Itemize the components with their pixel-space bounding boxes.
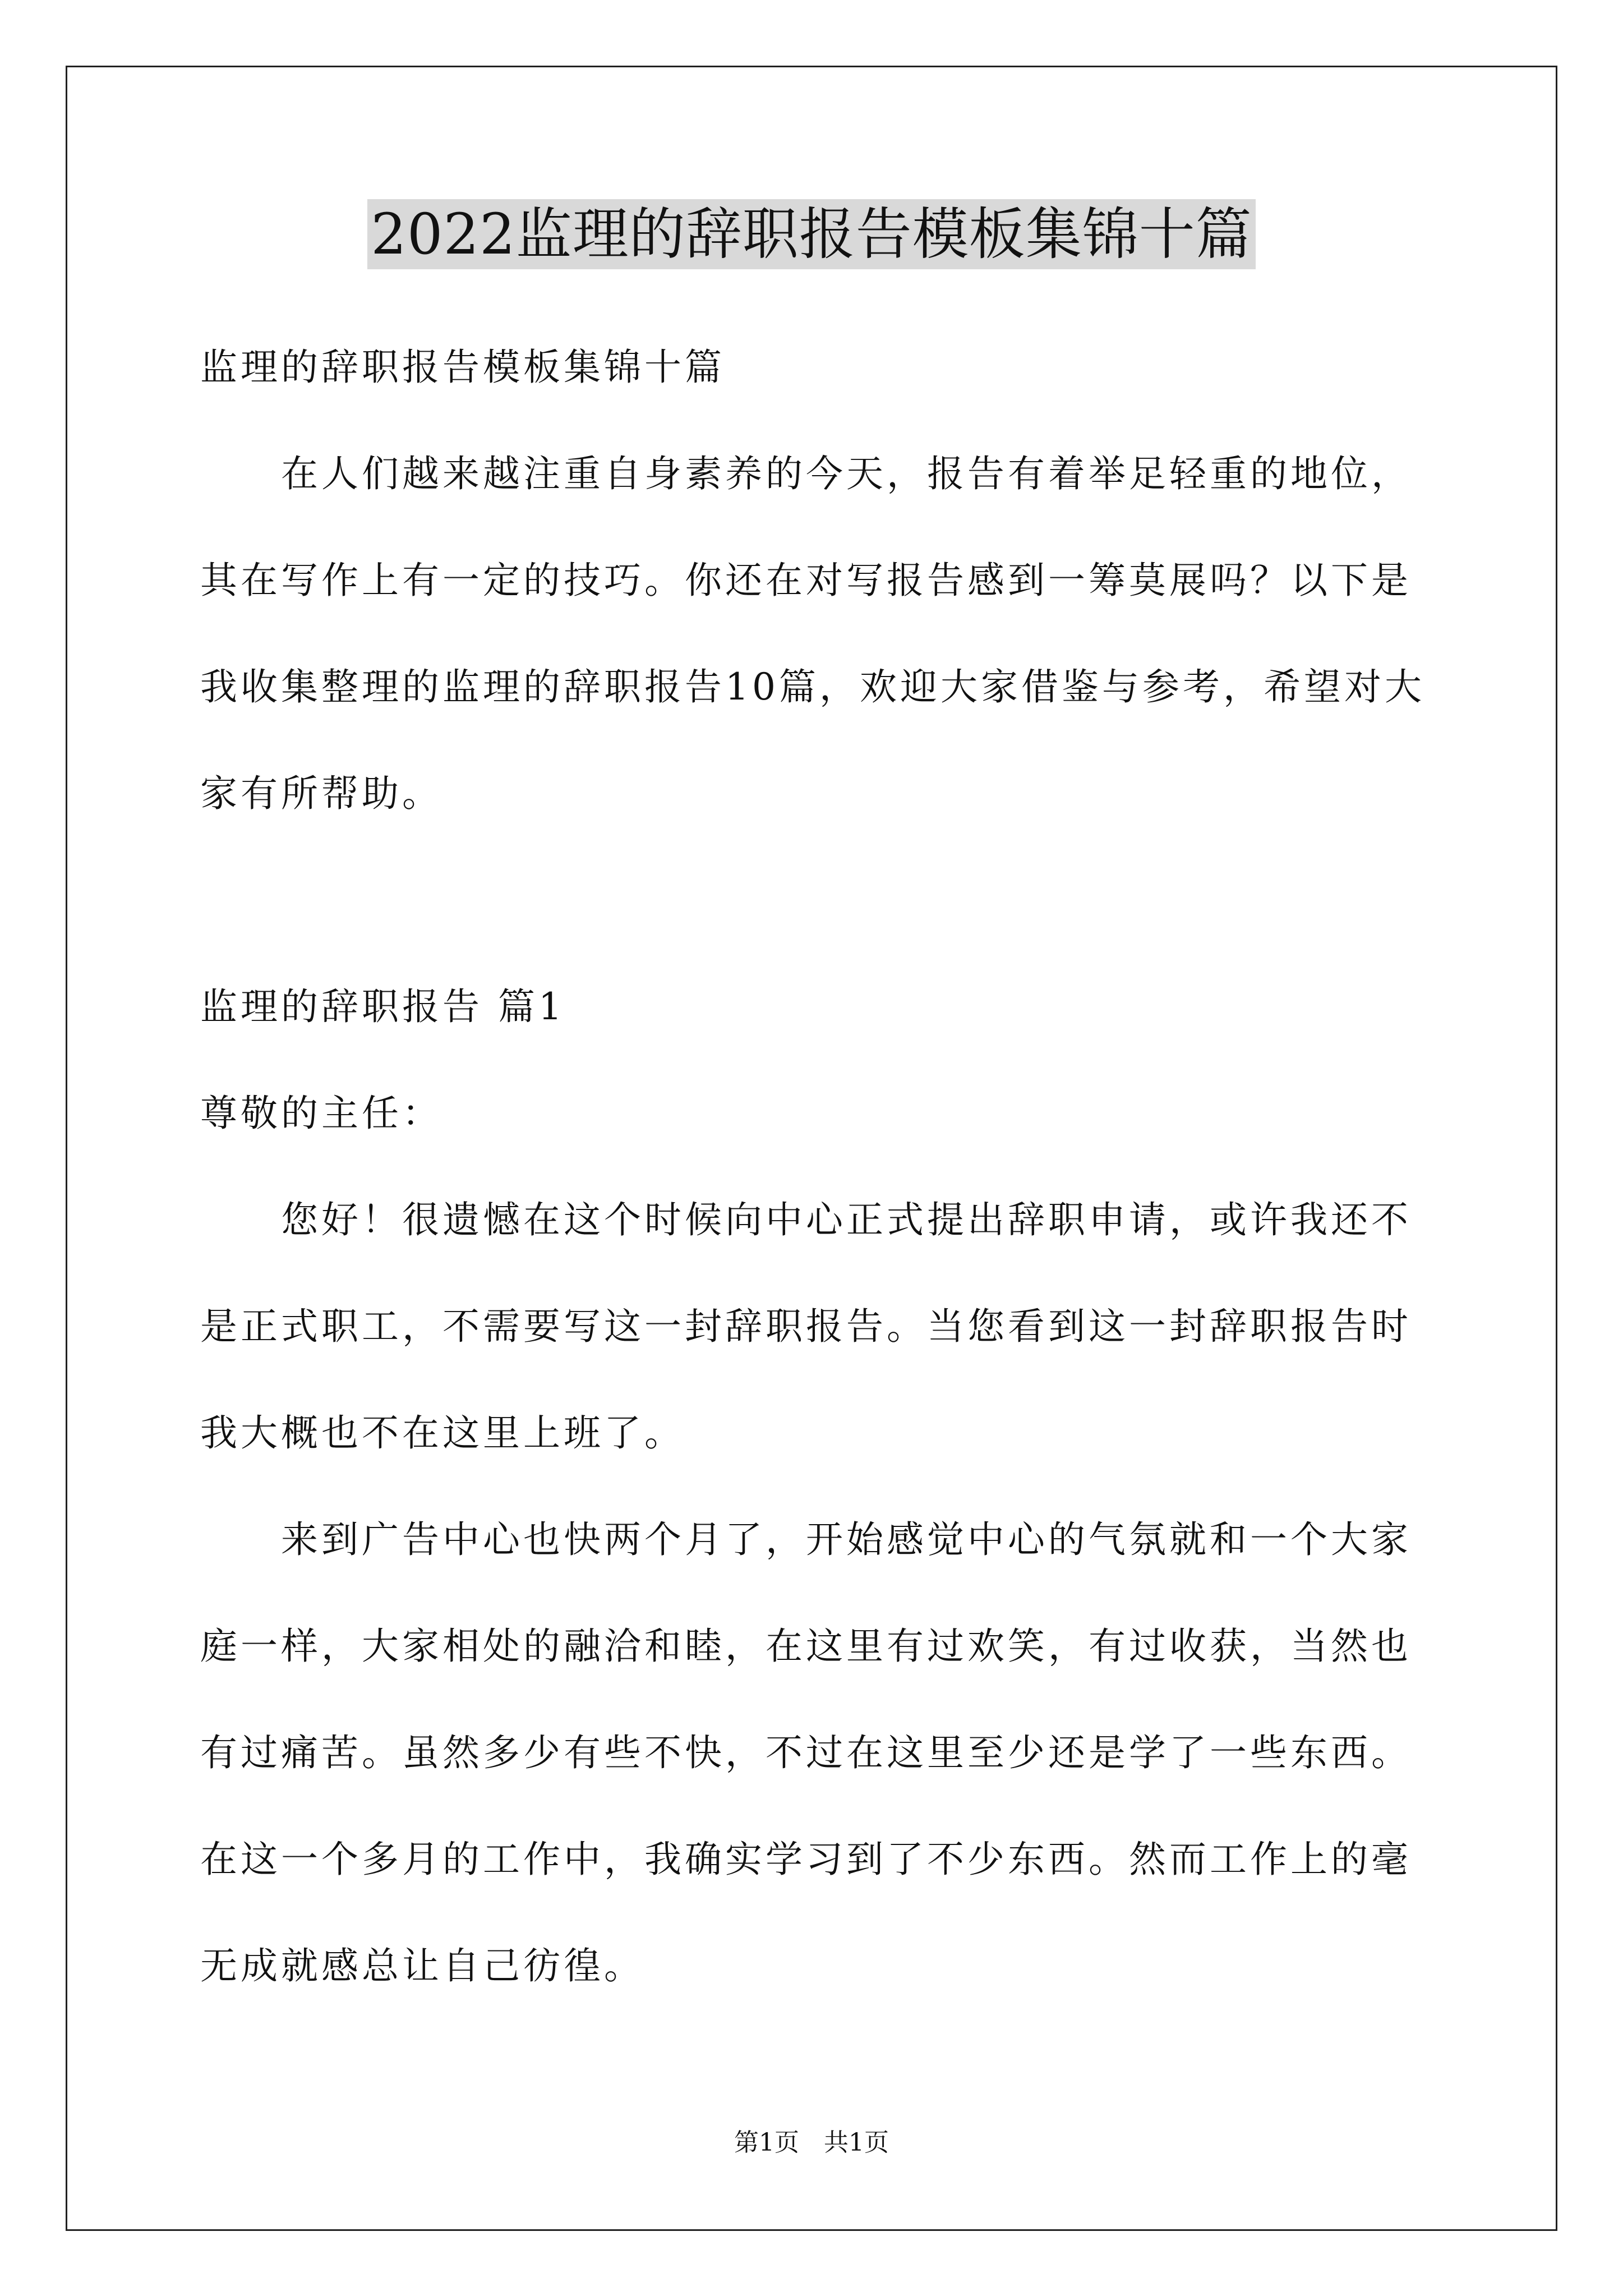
section-spacer: [200, 847, 1431, 954]
intro-line-2: 其在写作上有一定的技巧。你还在对写报告感到一筹莫展吗？以下是: [200, 559, 1412, 602]
document-title: 2022监理的辞职报告模板集锦十篇: [367, 199, 1256, 269]
page-footer: [0, 2126, 1623, 2160]
paragraph1-line-2: 是正式职工，不需要写这一封辞职报告。当您看到这一封辞职报告时: [200, 1305, 1412, 1348]
document-body: [200, 314, 1431, 2019]
salutation: 尊敬的主任：: [200, 1092, 442, 1135]
paragraph2-line-5: 无成就感总让自己彷徨。: [200, 1944, 644, 1987]
section-heading: 监理的辞职报告 篇1: [200, 985, 565, 1028]
title-container: [0, 199, 1623, 269]
paragraph1-line-1: 您好！很遗憾在这个时候向中心正式提出辞职申请，或许我还不: [281, 1198, 1412, 1241]
paragraph2-line-2: 庭一样，大家相处的融洽和睦，在这里有过欢笑，有过收获，当然也: [200, 1625, 1412, 1668]
page-total: 共1页: [824, 2128, 889, 2157]
intro-line-4: 家有所帮助。: [200, 772, 442, 815]
paragraph2-line-4: 在这一个多月的工作中，我确实学习到了不少东西。然而工作上的毫: [200, 1838, 1412, 1881]
paragraph1-line-3: 我大概也不在这里上班了。: [200, 1411, 685, 1455]
document-subtitle: 监理的辞职报告模板集锦十篇: [200, 346, 725, 389]
paragraph2-line-3: 有过痛苦。虽然多少有些不快，不过在这里至少还是学了一些东西。: [200, 1731, 1412, 1774]
intro-line-1: 在人们越来越注重自身素养的今天，报告有着举足轻重的地位，: [281, 452, 1412, 495]
intro-line-3: 我收集整理的监理的辞职报告10篇，欢迎大家借鉴与参考，希望对大: [200, 665, 1425, 708]
page-number: 第1页: [734, 2128, 799, 2157]
paragraph2-line-1: 来到广告中心也快两个月了，开始感觉中心的气氛就和一个大家: [281, 1518, 1412, 1561]
